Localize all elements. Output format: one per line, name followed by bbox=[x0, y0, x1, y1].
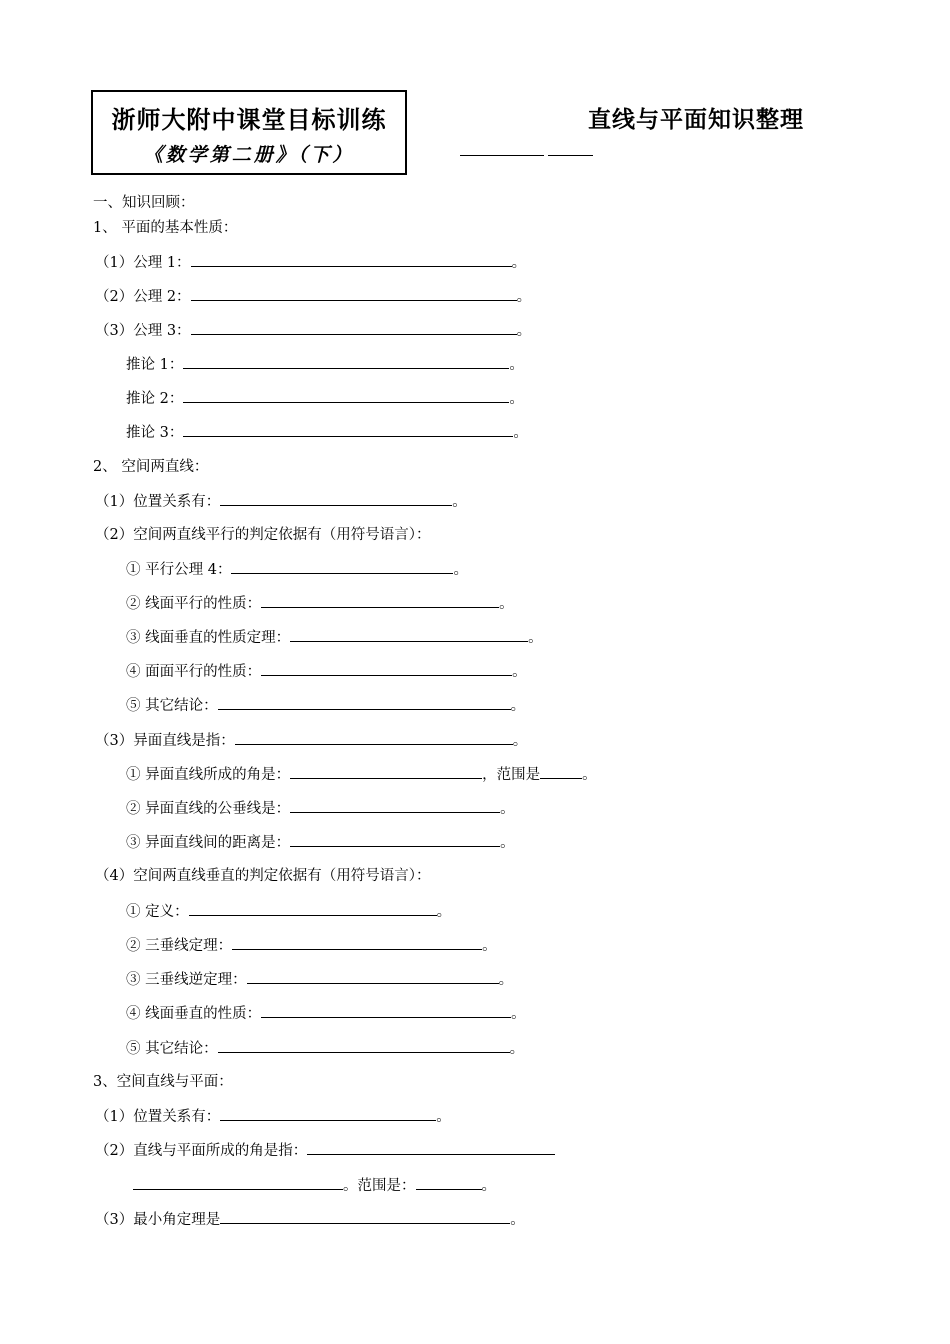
header-box bbox=[91, 90, 407, 175]
item-label: ① 异面直线所成的角是： bbox=[126, 767, 291, 783]
item-label: （2）直线与平面所成的角是指： bbox=[95, 1143, 308, 1159]
item-end: 。 bbox=[482, 938, 497, 954]
answer-blank[interactable] bbox=[232, 935, 482, 950]
part2-heading: 2、 空间两直线： bbox=[93, 459, 209, 475]
answer-blank[interactable] bbox=[220, 491, 452, 506]
item-end: 。 bbox=[500, 801, 515, 817]
list-item bbox=[126, 661, 527, 682]
item-end: 。 bbox=[453, 562, 468, 578]
item-label: ① 平行公理 4： bbox=[126, 562, 232, 578]
item-label: ③ 异面直线间的距离是： bbox=[126, 835, 291, 851]
answer-blank[interactable] bbox=[290, 764, 482, 779]
list-item: （4）空间两直线垂直的判定依据有（用符号语言）： bbox=[95, 868, 431, 884]
list-item bbox=[126, 969, 513, 990]
answer-blank[interactable] bbox=[189, 901, 437, 916]
item-label: 推论 1： bbox=[126, 357, 184, 373]
list-item bbox=[95, 286, 531, 307]
item-end: 。 bbox=[499, 596, 514, 612]
list-item bbox=[95, 1140, 555, 1161]
item-label: ⑤ 其它结论： bbox=[126, 698, 218, 714]
item-end: 。 bbox=[498, 972, 514, 988]
item-label: ④ 线面垂直的性质： bbox=[126, 1006, 262, 1022]
list-item bbox=[126, 798, 515, 819]
list-item bbox=[133, 1175, 496, 1196]
range-blank[interactable] bbox=[416, 1175, 482, 1190]
item-label: ② 异面直线的公垂线是： bbox=[126, 801, 291, 817]
item-end: 。 bbox=[509, 1041, 525, 1057]
list-item: （2）空间两直线平行的判定依据有（用符号语言）： bbox=[95, 527, 431, 543]
answer-blank[interactable] bbox=[261, 661, 512, 676]
item-label: （3）最小角定理是 bbox=[95, 1212, 221, 1228]
item-end: 。 bbox=[516, 289, 532, 305]
book-title: 《数学第二册》（下） bbox=[143, 144, 355, 166]
range-blank[interactable] bbox=[540, 764, 582, 779]
list-item bbox=[95, 491, 467, 512]
item-label: ④ 面面平行的性质： bbox=[126, 664, 262, 680]
item-end: 。 bbox=[513, 425, 528, 441]
item-mid: 。范围是： bbox=[343, 1178, 416, 1194]
item-label: （1）公理 1： bbox=[95, 255, 191, 271]
item-label: 推论 3： bbox=[126, 425, 184, 441]
item-end: 。 bbox=[512, 733, 528, 749]
list-item bbox=[95, 1209, 525, 1230]
item-label: （3）异面直线是指： bbox=[95, 733, 235, 749]
item-end: 。 bbox=[510, 698, 526, 714]
list-item bbox=[126, 901, 451, 922]
list-item bbox=[126, 764, 597, 785]
part3-heading: 3、空间直线与平面： bbox=[93, 1074, 233, 1090]
answer-blank[interactable] bbox=[261, 593, 499, 608]
answer-blank[interactable] bbox=[290, 832, 500, 847]
item-end: 。 bbox=[500, 835, 515, 851]
list-item bbox=[95, 252, 526, 273]
class-blank[interactable] bbox=[548, 155, 593, 156]
answer-blank[interactable] bbox=[183, 388, 509, 403]
item-end: 。 bbox=[512, 664, 527, 680]
list-item bbox=[126, 1003, 526, 1024]
list-item bbox=[126, 832, 515, 853]
list-item bbox=[126, 695, 525, 716]
item-end: 。 bbox=[511, 1006, 526, 1022]
answer-blank[interactable] bbox=[261, 1003, 511, 1018]
list-item bbox=[126, 1038, 524, 1059]
answer-blank[interactable] bbox=[290, 798, 500, 813]
answer-blank[interactable] bbox=[235, 730, 513, 745]
part1-heading: 1、 平面的基本性质： bbox=[93, 220, 238, 236]
answer-blank[interactable] bbox=[307, 1140, 555, 1155]
list-item bbox=[95, 320, 531, 341]
answer-blank[interactable] bbox=[191, 286, 517, 301]
list-item bbox=[95, 730, 527, 751]
item-end: 。 bbox=[511, 255, 527, 271]
item-label: （2）公理 2： bbox=[95, 289, 191, 305]
name-blank[interactable] bbox=[460, 155, 544, 156]
answer-blank[interactable] bbox=[191, 252, 512, 267]
section-heading: 一、知识回顾： bbox=[93, 195, 195, 211]
item-end: 。 bbox=[509, 391, 524, 407]
item-label: （1）位置关系有： bbox=[95, 494, 221, 510]
item-end: 。 bbox=[436, 904, 452, 920]
item-label: ③ 三垂线逆定理： bbox=[126, 972, 247, 988]
item-end: 。 bbox=[528, 630, 543, 646]
item-mid: ，范围是 bbox=[482, 767, 541, 783]
item-end: 。 bbox=[436, 1109, 451, 1125]
answer-blank[interactable] bbox=[218, 1038, 510, 1053]
item-label: ① 定义： bbox=[126, 904, 189, 920]
document-title: 直线与平面知识整理 bbox=[588, 107, 804, 133]
item-label: （1）位置关系有： bbox=[95, 1109, 221, 1125]
item-end: 。 bbox=[516, 323, 532, 339]
item-label: ⑤ 其它结论： bbox=[126, 1041, 218, 1057]
item-label: ③ 线面垂直的性质定理： bbox=[126, 630, 291, 646]
item-label: 推论 2： bbox=[126, 391, 184, 407]
answer-blank[interactable] bbox=[133, 1175, 343, 1190]
item-end: 。 bbox=[452, 494, 467, 510]
answer-blank[interactable] bbox=[191, 320, 517, 335]
answer-blank[interactable] bbox=[218, 695, 511, 710]
list-item bbox=[126, 627, 543, 648]
item-end: 。 bbox=[510, 1212, 525, 1228]
answer-blank[interactable] bbox=[290, 627, 528, 642]
answer-blank[interactable] bbox=[231, 559, 453, 574]
item-end: 。 bbox=[582, 767, 597, 783]
item-end: 。 bbox=[481, 1178, 496, 1194]
item-end: 。 bbox=[509, 357, 524, 373]
list-item bbox=[126, 593, 514, 614]
list-item bbox=[126, 388, 524, 409]
school-name: 浙师大附中课堂目标训练 bbox=[111, 106, 387, 134]
item-label: ② 线面平行的性质： bbox=[126, 596, 262, 612]
list-item bbox=[126, 422, 528, 443]
list-item bbox=[95, 1106, 451, 1127]
item-label: （3）公理 3： bbox=[95, 323, 191, 339]
answer-blank[interactable] bbox=[220, 1209, 510, 1224]
answer-blank[interactable] bbox=[220, 1106, 436, 1121]
answer-blank[interactable] bbox=[247, 969, 499, 984]
list-item bbox=[126, 935, 497, 956]
answer-blank[interactable] bbox=[183, 422, 513, 437]
item-label: ② 三垂线定理： bbox=[126, 938, 233, 954]
answer-blank[interactable] bbox=[183, 354, 509, 369]
list-item bbox=[126, 354, 524, 375]
list-item bbox=[126, 559, 468, 580]
